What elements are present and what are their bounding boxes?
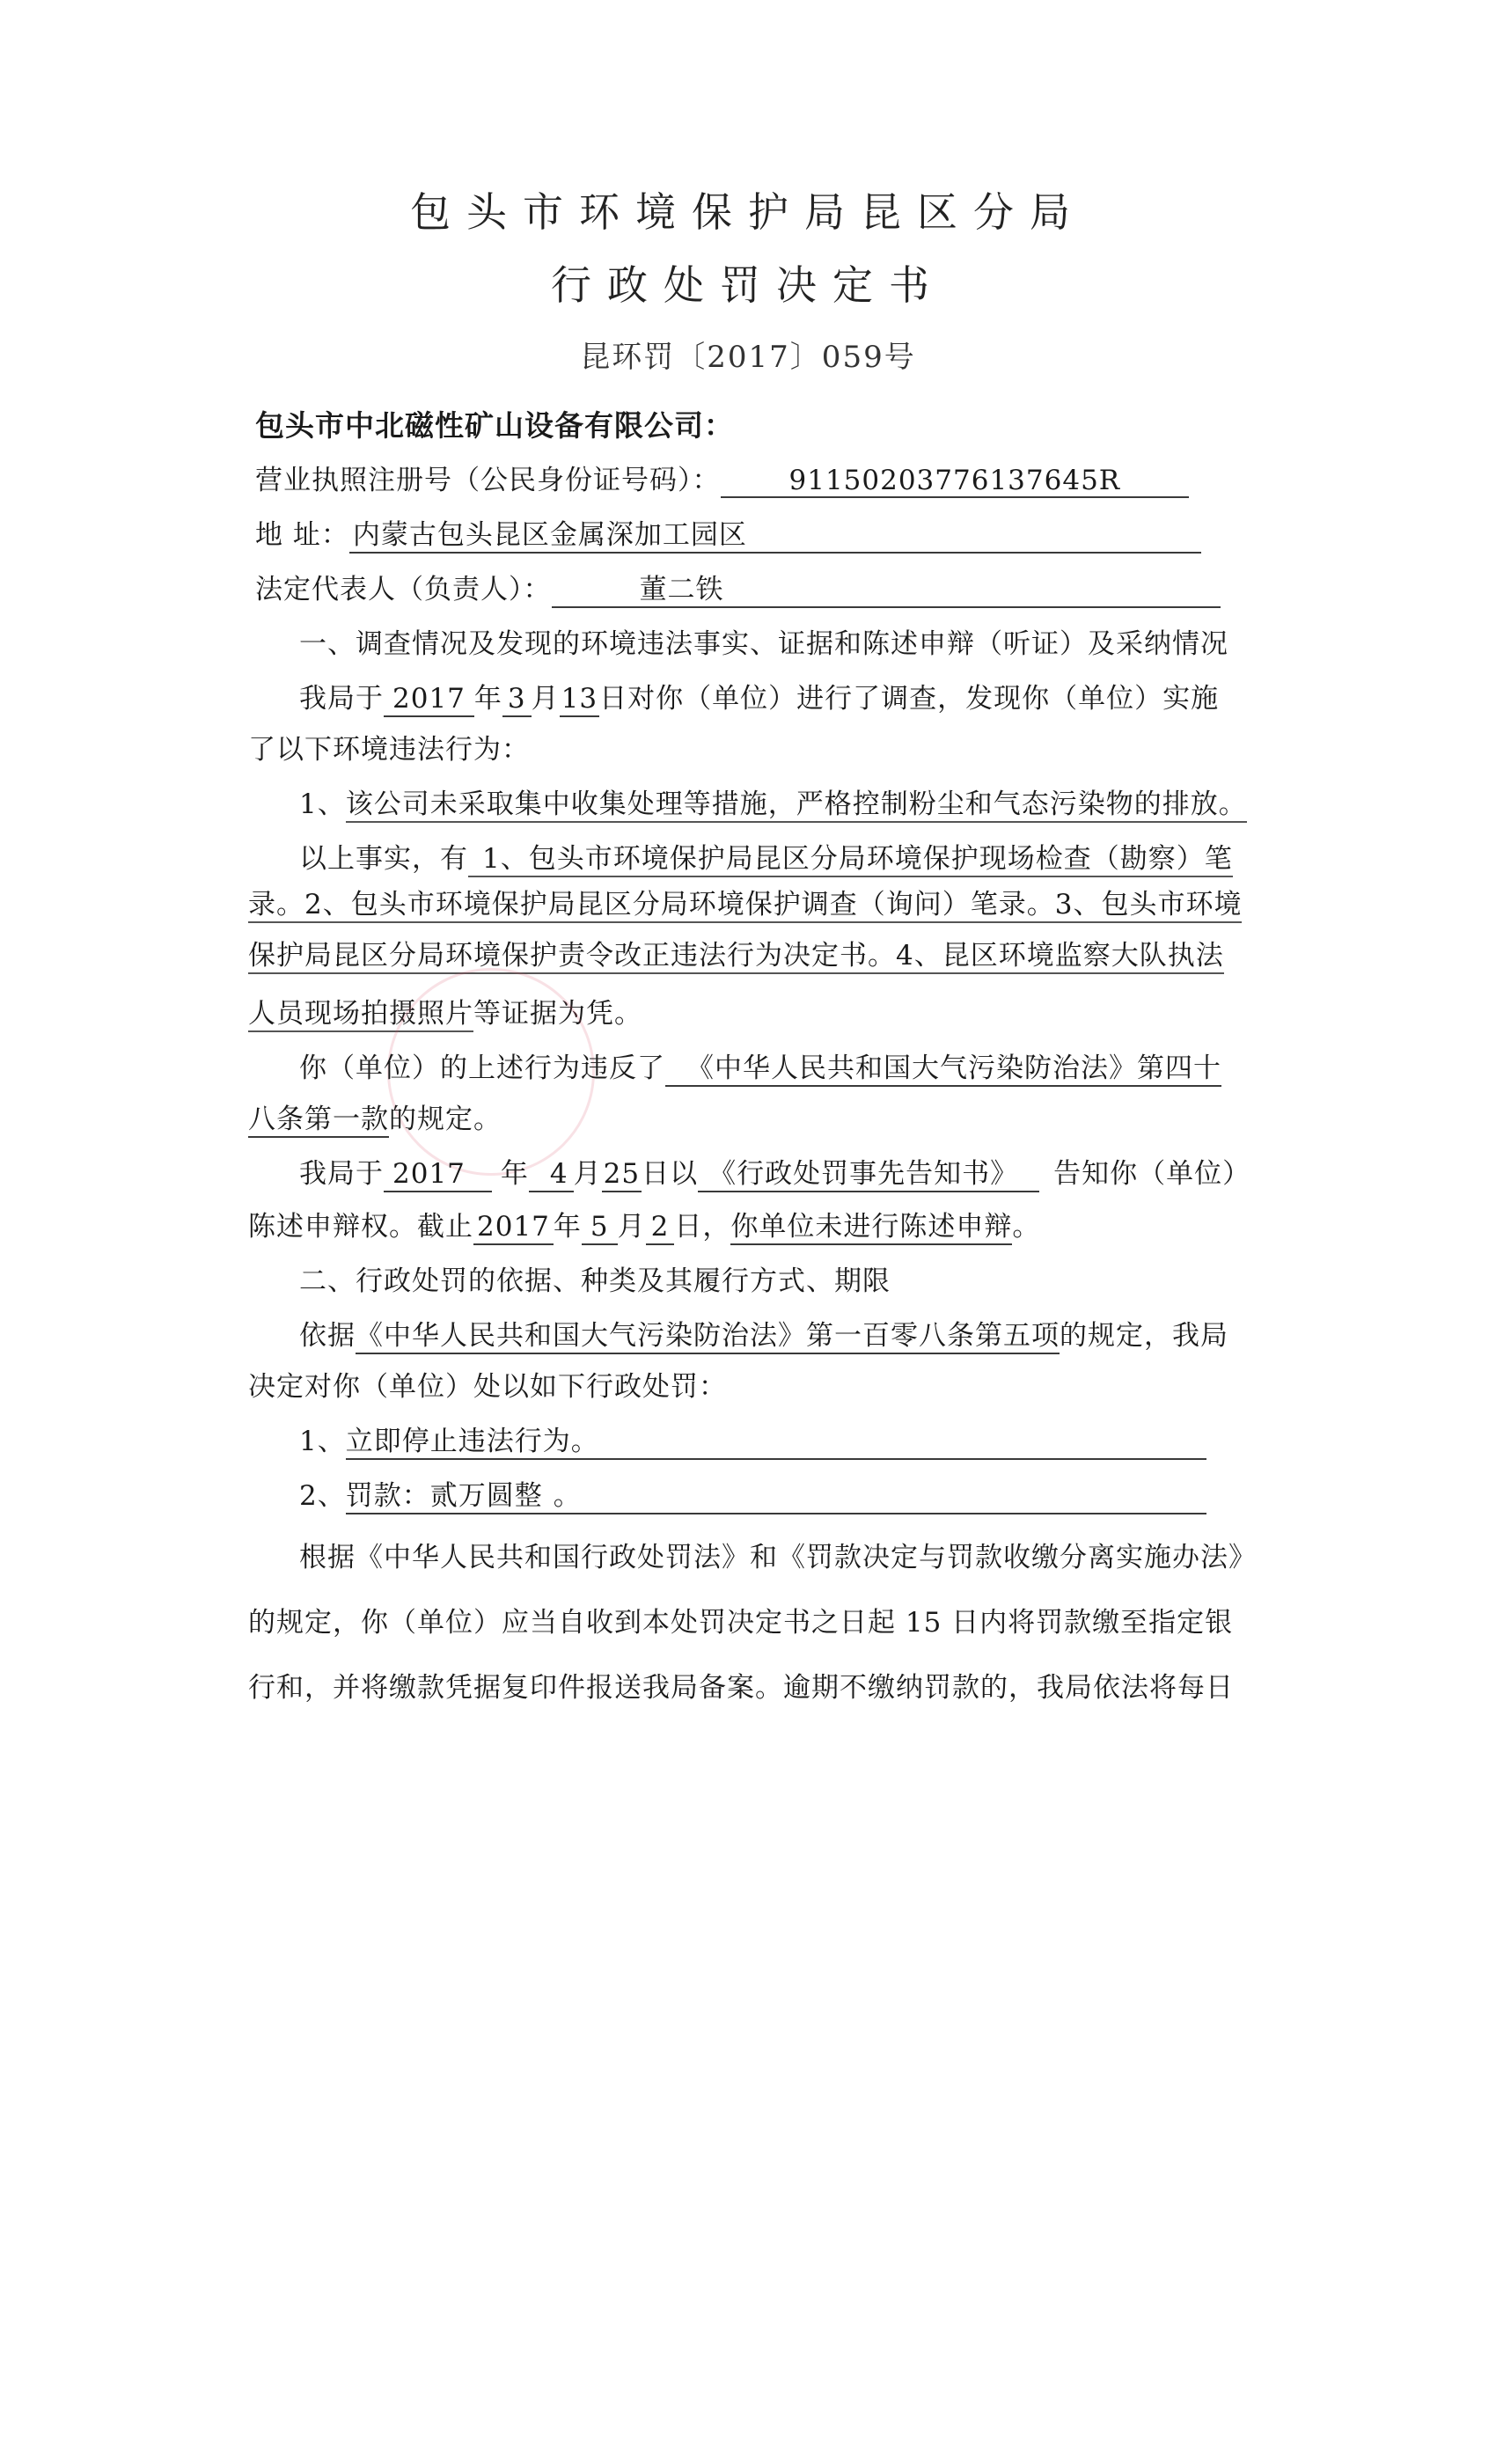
- investigation-prefix: 我局于: [299, 683, 384, 715]
- investigation-line: [299, 676, 1219, 717]
- investigation-day: 13: [560, 684, 599, 717]
- notice-month-unit: 月: [573, 1158, 602, 1190]
- penalty2-field: [346, 1473, 1206, 1514]
- notice-line: [299, 1151, 1250, 1192]
- investigation-year: 2017: [384, 684, 474, 717]
- law-suffix: 的规定。: [389, 1104, 502, 1135]
- license-field: [721, 465, 1189, 498]
- deadline-end: 。: [1012, 1211, 1041, 1243]
- violation-line: [299, 781, 1247, 823]
- law-line1: [299, 1045, 1221, 1087]
- law-prefix: 你（单位）的上述行为违反了: [299, 1052, 665, 1084]
- agency-title: 包头市环境保护局昆区分局: [410, 188, 1086, 236]
- address-field: [349, 512, 1201, 554]
- law-line2: [248, 1096, 502, 1138]
- penalty2-end: 。: [553, 1480, 582, 1512]
- evidence-tail: 等证据为凭。: [473, 998, 642, 1030]
- penalty1-text: 立即停止违法行为。: [345, 1426, 599, 1457]
- deadline-month: 5: [582, 1212, 618, 1245]
- document-number: 昆环罚〔2017〕059号: [580, 340, 916, 375]
- deadline-day-unit: 日，: [674, 1211, 731, 1243]
- representative-value: 董二铁: [639, 574, 724, 605]
- penalty1-line: [299, 1419, 1206, 1460]
- representative-row: [255, 567, 1221, 608]
- notice-mid: 日以: [642, 1158, 699, 1190]
- payment-line1: 根据《中华人民共和国行政处罚法》和《罚款决定与罚款收缴分离实施办法》: [299, 1542, 1257, 1573]
- evidence-line1: [299, 836, 1233, 877]
- payment-line3: 行和，并将缴款凭据复印件报送我局备案。逾期不缴纳罚款的，我局依法将每日: [248, 1672, 1234, 1704]
- evidence-line3: [248, 940, 1224, 974]
- license-row: [255, 458, 1189, 498]
- evidence-text-2: 录。2、包头市环境保护局昆区分局环境保护调查（询问）笔录。3、包头市环境: [248, 890, 1242, 923]
- basis-law: 《中华人民共和国大气污染防治法》第一百零八条第五项: [356, 1321, 1060, 1354]
- notice-year-unit: 年: [500, 1158, 529, 1190]
- notice-prefix: 我局于: [299, 1158, 384, 1190]
- evidence-text-4: 人员现场拍摄照片: [248, 999, 473, 1032]
- deadline-year-unit: 年: [553, 1211, 582, 1243]
- deadline-year: 2017: [473, 1212, 554, 1245]
- investigation-month-unit: 月: [531, 683, 560, 715]
- evidence-line2: [248, 889, 1242, 923]
- basis-prefix: 依据: [299, 1320, 356, 1352]
- basis-line2: 决定对你（单位）处以如下行政处罚：: [248, 1371, 727, 1403]
- investigation-line2: 了以下环境违法行为：: [248, 734, 530, 766]
- notice-day: 25: [602, 1159, 642, 1192]
- address-label: 地 址：: [255, 519, 349, 551]
- representative-field: [552, 567, 1221, 608]
- investigation-month: 3: [502, 684, 532, 717]
- basis-suffix: 的规定，我局: [1060, 1320, 1228, 1352]
- notice-document: 《行政处罚事先告知书》: [698, 1159, 1039, 1192]
- evidence-prefix: 以上事实，有: [299, 843, 468, 875]
- payment-line2: 的规定，你（单位）应当自收到本处罚决定书之日起 15 日内将罚款缴至指定银: [248, 1607, 1234, 1639]
- document-title: 行政处罚决定书: [551, 261, 945, 309]
- deadline-prefix: 陈述申辩权。截止: [248, 1211, 473, 1243]
- investigation-suffix: 日对你（单位）进行了调查，发现你（单位）实施: [599, 683, 1220, 715]
- deadline-result: 你单位未进行陈述申辩: [730, 1212, 1012, 1245]
- evidence-text-3: 保护局昆区分局环境保护责令改正违法行为决定书。4、昆区环境监察大队执法: [248, 941, 1224, 974]
- representative-label: 法定代表人（负责人）：: [255, 574, 552, 605]
- deadline-line: [248, 1204, 1040, 1245]
- penalty2-prefix: 2、: [299, 1480, 346, 1512]
- address-row: [255, 512, 1201, 554]
- notice-year: 2017: [384, 1159, 492, 1192]
- address-value: 内蒙古包头昆区金属深加工园区: [352, 519, 747, 551]
- deadline-day: 2: [646, 1212, 675, 1245]
- section2-heading: 二、行政处罚的依据、种类及其履行方式、期限: [299, 1265, 891, 1297]
- penalty2-line: [299, 1473, 1206, 1514]
- basis-line1: [299, 1313, 1228, 1354]
- violation-prefix: 1、: [299, 788, 346, 820]
- law-text-1: 《中华人民共和国大气污染防治法》第四十: [665, 1053, 1221, 1087]
- evidence-text-1: 1、包头市环境保护局昆区分局环境保护现场检查（勘察）笔: [468, 844, 1233, 877]
- penalty1-field: [346, 1419, 1206, 1460]
- deadline-month-unit: 月: [617, 1211, 646, 1243]
- violation-text: 该公司未采取集中收集处理等措施，严格控制粉尘和气态污染物的排放。: [346, 789, 1247, 823]
- section1-heading: 一、调查情况及发现的环境违法事实、证据和陈述申辩（听证）及采纳情况: [299, 628, 1228, 660]
- license-label: 营业执照注册号（公民身份证号码）：: [255, 465, 721, 496]
- investigation-year-unit: 年: [473, 683, 502, 715]
- notice-suffix: 告知你（单位）: [1053, 1158, 1251, 1190]
- notice-month: 4: [529, 1159, 574, 1192]
- law-text-2: 八条第一款: [248, 1104, 389, 1138]
- license-value: 91150203776137645R: [788, 465, 1121, 496]
- company-name: 包头市中北磁性矿山设备有限公司：: [255, 408, 734, 443]
- penalty1-prefix: 1、: [299, 1426, 346, 1457]
- penalty2-text: 罚款：贰万圆整: [345, 1480, 543, 1512]
